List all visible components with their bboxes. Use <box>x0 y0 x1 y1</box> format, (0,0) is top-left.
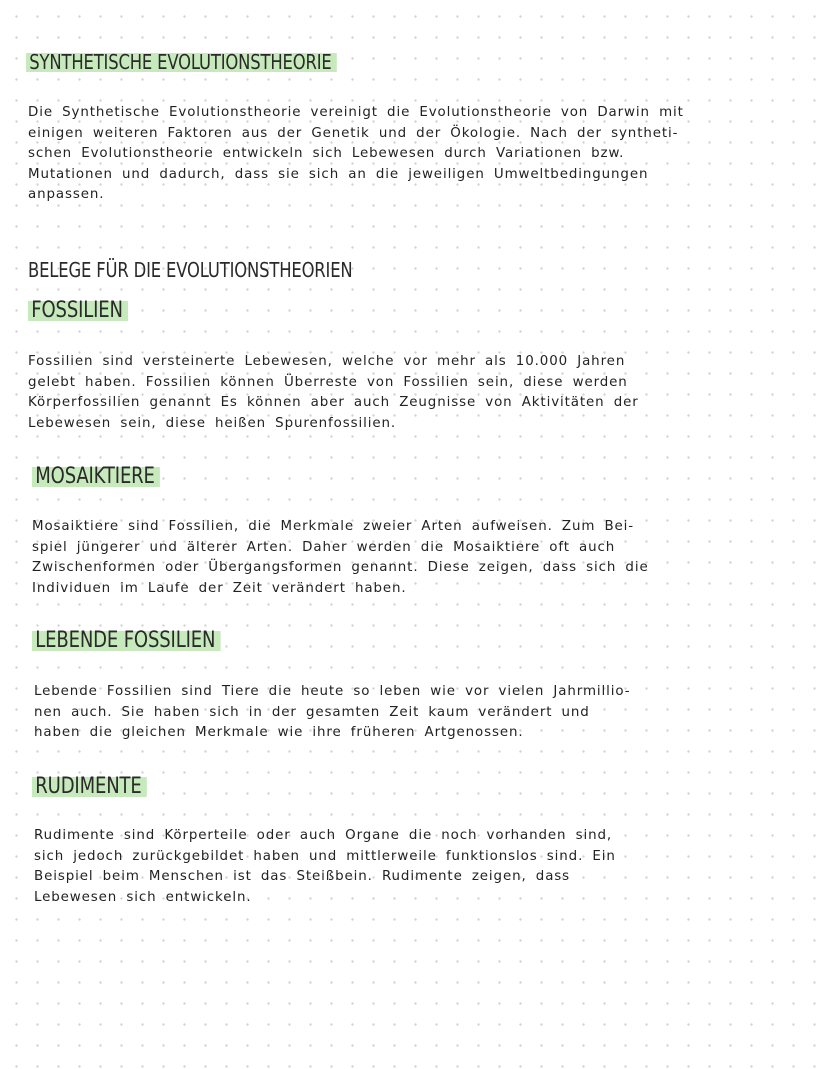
heading-text: LEBENDE FOSSILIEN <box>32 628 220 653</box>
heading-text: FOSSILIEN <box>28 298 128 323</box>
paragraph-mosaiktiere <box>32 517 649 599</box>
text-line: Zwischenformen oder Übergangsformen genannt. Diese zeigen, dass sich die <box>32 560 649 576</box>
paragraph-synthetische-evolutionstheorie <box>28 103 684 206</box>
text-line: spiel jüngerer und älterer Arten. Daher werden die Mosaiktiere oft auch <box>32 539 616 555</box>
text-line: Rudimente sind Körperteile oder auch Organe die noch vorhanden sind, <box>34 828 613 843</box>
paragraph-lebende-fossilien <box>34 682 630 744</box>
heading-text: BELEGE FÜR DIE EVOLUTIONSTHEORIEN <box>28 258 353 282</box>
text-line: Lebende Fossilien sind Tiere die heute so leben wie vor vielen Jahrmillio- <box>34 684 631 699</box>
text-line: gelebt haben. Fossilien können Überreste von Fossilien sein, diese werden <box>28 374 628 390</box>
text-line: einigen weiteren Faktoren aus der Genetik und der Ökologie. Nach der syntheti- <box>28 125 679 141</box>
text-line: Mosaiktiere sind Fossilien, die Merkmale zweier Arten aufweisen. Zum Bei- <box>32 519 635 534</box>
text-line: sich jedoch zurückgebildet haben und mittlerweile funktionslos sind. Ein <box>34 848 616 864</box>
paragraph-fossilien <box>28 352 639 434</box>
text-line: anpassen. <box>28 187 105 203</box>
text-line: Fossilien sind versteinerte Lebewesen, welche vor mehr als 10.000 Jahren <box>28 354 626 369</box>
text-line: Die Synthetische Evolutionstheorie vereinigt die Evolutionstheorie von Darwin mit <box>28 105 684 120</box>
heading-rudimente <box>32 774 147 799</box>
heading-fossilien <box>28 298 128 323</box>
heading-text: SYNTHETISCHE EVOLUTIONSTHEORIE <box>26 50 336 74</box>
text-line: haben die gleichen Merkmale wie ihre früheren Artgenossen. <box>34 725 524 741</box>
text-line: Lebewesen sich entwickeln. <box>34 889 252 905</box>
text-line: schen Evolutionstheorie entwickeln sich Lebewesen durch Variationen bzw. <box>28 146 625 162</box>
text-line: Beispiel beim Menschen ist das Steißbein. Rudimente zeigen, dass <box>34 869 571 885</box>
text-line: Individuen im Laufe der Zeit verändert haben. <box>32 580 407 596</box>
heading-synthetische-evolutionstheorie <box>26 50 336 74</box>
text-line: Mutationen und dadurch, dass sie sich an die jeweiligen Umweltbedingungen <box>28 166 649 182</box>
text-line: Körperfossilien genannt Es können aber auch Zeugnisse von Aktivitäten der <box>28 395 639 411</box>
paragraph-rudimente <box>34 826 616 908</box>
text-line: Lebewesen sein, diese heißen Spurenfossilien. <box>28 415 397 431</box>
heading-text: RUDIMENTE <box>32 774 147 799</box>
heading-mosaiktiere <box>32 464 160 489</box>
heading-lebende-fossilien <box>32 628 220 653</box>
text-line: nen auch. Sie haben sich in der gesamten Zeit kaum verändert und <box>34 704 590 720</box>
heading-text: MOSAIKTIERE <box>32 464 160 489</box>
heading-belege <box>28 258 353 282</box>
